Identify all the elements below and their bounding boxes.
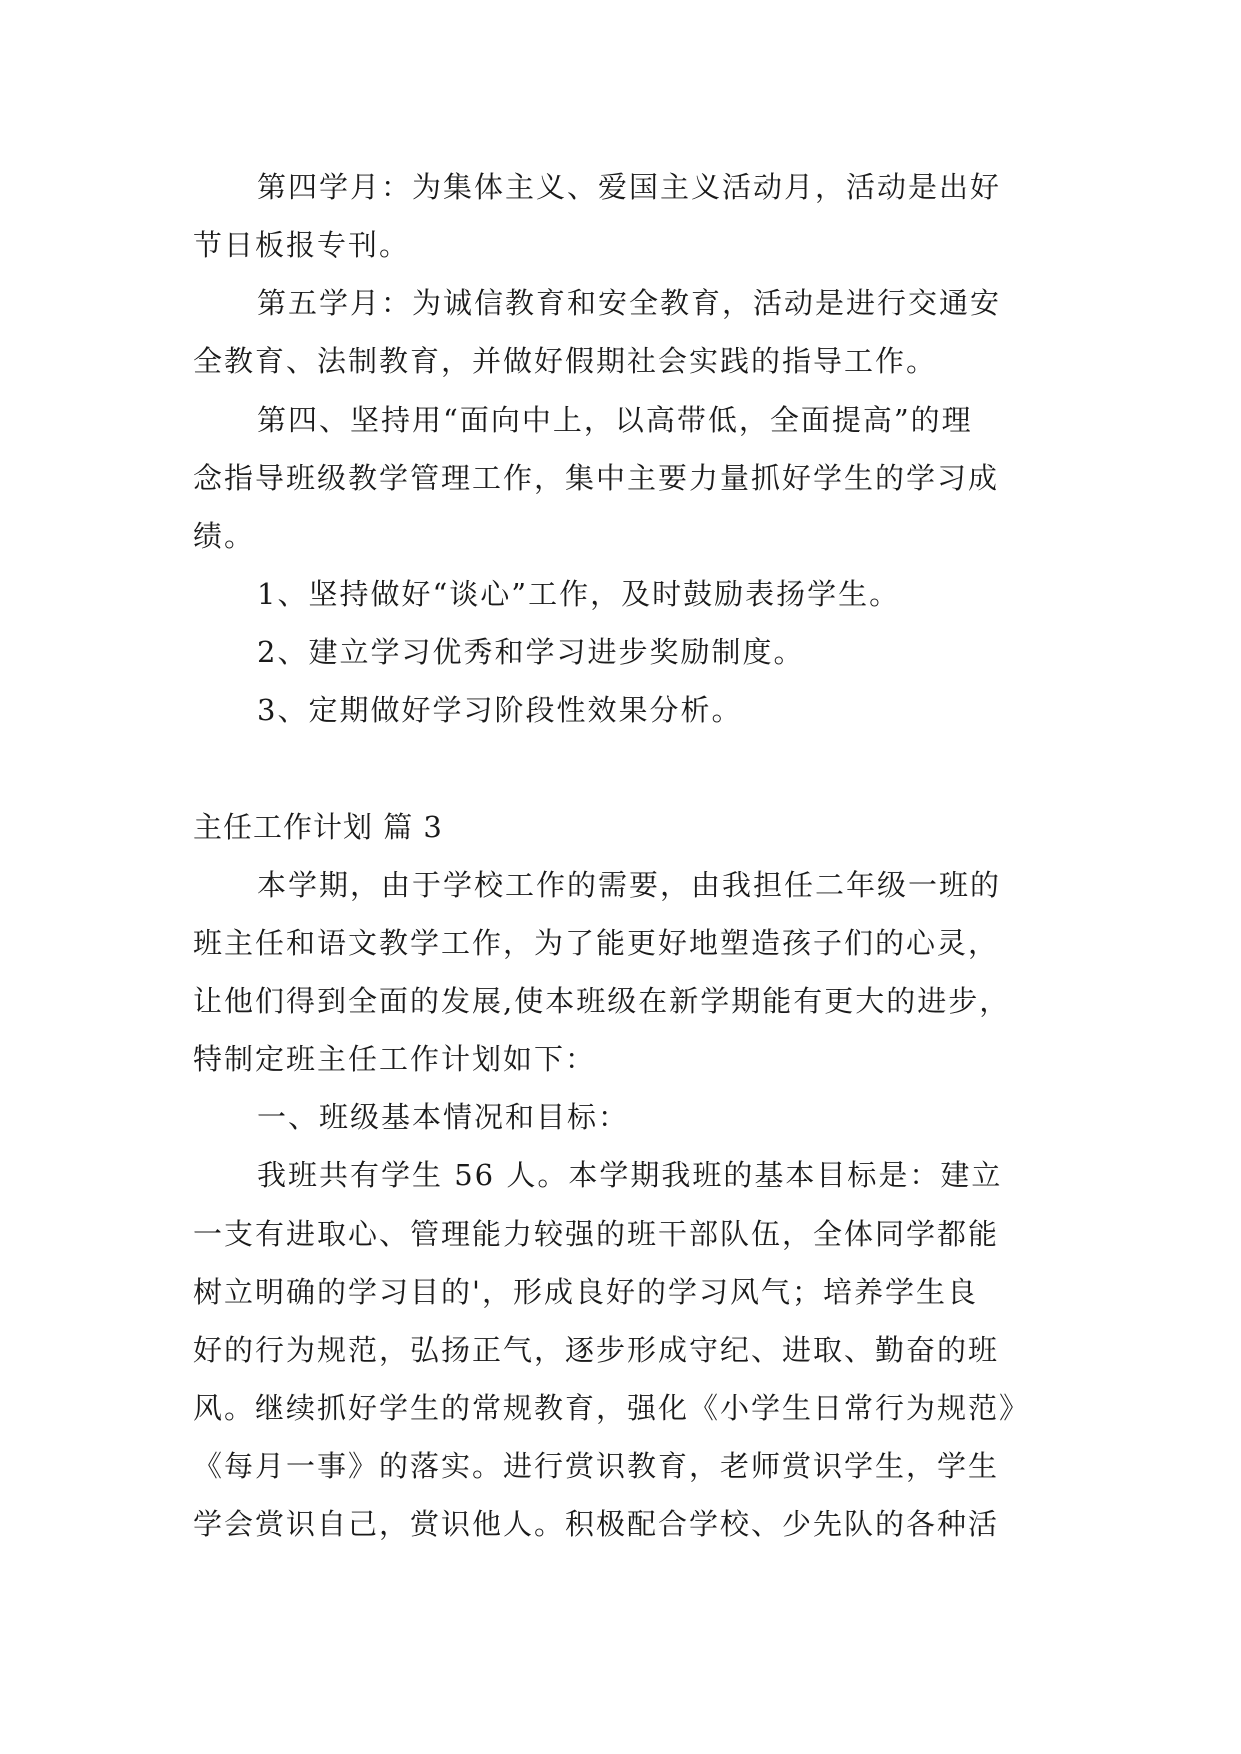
paragraph-line: 我班共有学生 56 人。本学期我班的基本目标是：建立 bbox=[257, 1158, 1003, 1192]
paragraph-line: 特制定班主任工作计划如下： bbox=[193, 1042, 597, 1076]
paragraph-line: 全教育、法制教育，并做好假期社会实践的指导工作。 bbox=[193, 344, 938, 378]
paragraph-line: 第五学月：为诚信教育和安全教育，活动是进行交通安 bbox=[257, 286, 1002, 320]
paragraph-line: 一支有进取心、管理能力较强的班干部队伍，全体同学都能 bbox=[193, 1217, 1000, 1251]
paragraph-line: 好的行为规范，弘扬正气，逐步形成守纪、进取、勤奋的班 bbox=[193, 1333, 1000, 1367]
section-heading: 主任工作计划 篇 3 bbox=[193, 810, 443, 844]
list-item: 1、坚持做好“谈心”工作，及时鼓励表扬学生。 bbox=[257, 577, 901, 611]
paragraph-line: 学会赏识自己，赏识他人。积极配合学校、少先队的各种活 bbox=[193, 1507, 1000, 1541]
paragraph-line: 班主任和语文教学工作，为了能更好地塑造孩子们的心灵， bbox=[193, 926, 1000, 960]
list-item: 3、定期做好学习阶段性效果分析。 bbox=[257, 693, 743, 727]
subsection-heading: 一、班级基本情况和目标： bbox=[257, 1100, 630, 1134]
paragraph-line: 树立明确的学习目的'，形成良好的学习风气；培养学生良 bbox=[193, 1275, 978, 1309]
paragraph-line: 念指导班级教学管理工作，集中主要力量抓好学生的学习成 bbox=[193, 461, 1000, 495]
paragraph-line: 第四、坚持用“面向中上，以高带低，全面提高”的理 bbox=[257, 403, 973, 437]
paragraph-line: 让他们得到全面的发展,使本班级在新学期能有更大的进步， bbox=[193, 984, 1011, 1018]
paragraph-line: 节日板报专刊。 bbox=[193, 228, 411, 262]
paragraph-line: 第四学月：为集体主义、爱国主义活动月，活动是出好 bbox=[257, 170, 1002, 204]
paragraph-line: 风。继续抓好学生的常规教育，强化《小学生日常行为规范》 bbox=[193, 1391, 1031, 1425]
paragraph-line: 本学期，由于学校工作的需要，由我担任二年级一班的 bbox=[257, 868, 1002, 902]
paragraph-line: 绩。 bbox=[193, 519, 256, 553]
paragraph-line: 《每月一事》的落实。进行赏识教育，老师赏识学生，学生 bbox=[193, 1449, 1000, 1483]
list-item: 2、建立学习优秀和学习进步奖励制度。 bbox=[257, 635, 805, 669]
